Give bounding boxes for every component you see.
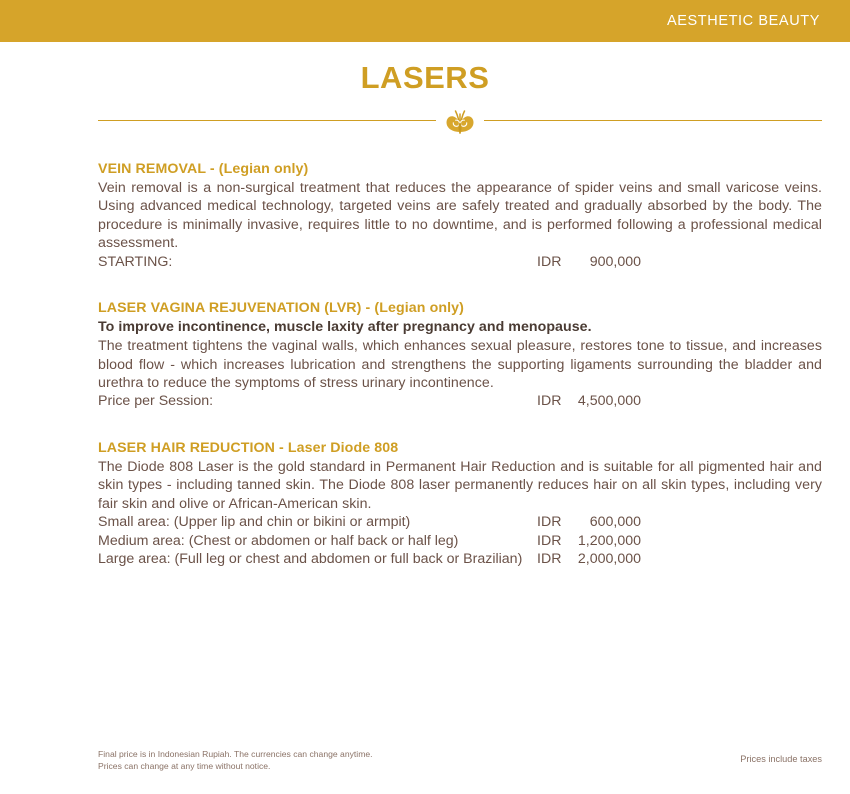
- price-amount: 1,200,000: [577, 532, 641, 549]
- service-title: LASER VAGINA REJUVENATION (LVR) - (Legian only): [98, 300, 464, 317]
- price-list: [98, 513, 822, 569]
- service-description: The treatment tightens the vaginal walls, which enhances sexual pleasure, restores tone to tissue, and increases blood flow - which increases lubrication and strengthens the supporting ligaments surrounding the bladder and urethra to reduce the symptoms of stress urinary incontinence.: [98, 338, 822, 392]
- price-detail: (Full leg or chest and abdomen or full back or Brazilian): [174, 551, 523, 568]
- price-row: [98, 550, 822, 569]
- price-amount: 4,500,000: [577, 393, 641, 410]
- price-currency: IDR: [537, 253, 562, 270]
- price-label: STARTING:: [98, 253, 173, 270]
- service-description: The Diode 808 Laser is the gold standard in Permanent Hair Reduction and is suitable for all pigmented hair and skin types - including tanned skin. The Diode 808 laser permanently reduces hair on all skin types, including very fair skin and olive or African-American skin.: [98, 459, 822, 512]
- price-currency: IDR: [537, 532, 562, 549]
- service-block-vein-removal: [98, 160, 822, 271]
- price-amount: 600,000: [589, 514, 641, 531]
- service-block-laser-hair-reduction: [98, 439, 822, 569]
- brand-name: AESTHETIC BEAUTY: [666, 13, 820, 29]
- service-description: Vein removal is a non-surgical treatment that reduces the appearance of spider veins and small varicose veins. Using advanced medical technology, targeted veins are safely treated and gradually absorbed by the body. The procedure is minimally invasive, requires little to no downtime, and is performed following a professional medical assessment.: [98, 180, 822, 252]
- butterfly-ornament-icon: [440, 106, 480, 136]
- footer-taxes-note: Prices include taxes: [740, 754, 822, 764]
- service-title: LASER HAIR REDUCTION - Laser Diode 808: [98, 440, 399, 457]
- price-list: [98, 253, 822, 272]
- price-label: Medium area:: [98, 532, 185, 549]
- footer-disclaimer-line-1: Final price is in Indonesian Rupiah. The currencies can change anytime.: [98, 749, 373, 759]
- price-label: Small area:: [98, 514, 170, 531]
- price-detail: (Upper lip and chin or bikini or armpit): [173, 514, 411, 531]
- price-currency: IDR: [537, 514, 562, 531]
- price-label: Price per Session:: [98, 393, 214, 410]
- service-subtitle: To improve incontinence, muscle laxity after pregnancy and menopause.: [98, 319, 592, 336]
- divider-rule-left: [98, 120, 436, 121]
- service-block-laser-vagina-rejuvenation: [98, 299, 822, 411]
- price-label: Large area:: [98, 551, 171, 568]
- page-title: LASERS: [360, 60, 490, 95]
- price-row: [98, 513, 822, 532]
- price-row: [98, 392, 822, 411]
- service-title: VEIN REMOVAL - (Legian only): [98, 161, 309, 177]
- price-amount: 2,000,000: [577, 551, 641, 568]
- services-list: [98, 160, 822, 569]
- title-divider: [98, 110, 822, 138]
- footer-disclaimer-line-2: Prices can change at any time without notice.: [98, 760, 271, 771]
- price-amount: 900,000: [589, 253, 641, 270]
- top-brand-bar: [0, 0, 850, 42]
- price-row: [98, 532, 822, 551]
- price-detail: (Chest or abdomen or half back or half leg): [188, 532, 459, 549]
- footer-disclaimer: [98, 749, 373, 772]
- price-currency: IDR: [537, 551, 562, 568]
- price-currency: IDR: [537, 393, 562, 410]
- divider-rule-right: [484, 120, 822, 121]
- price-row: [98, 253, 822, 272]
- price-list: [98, 392, 822, 411]
